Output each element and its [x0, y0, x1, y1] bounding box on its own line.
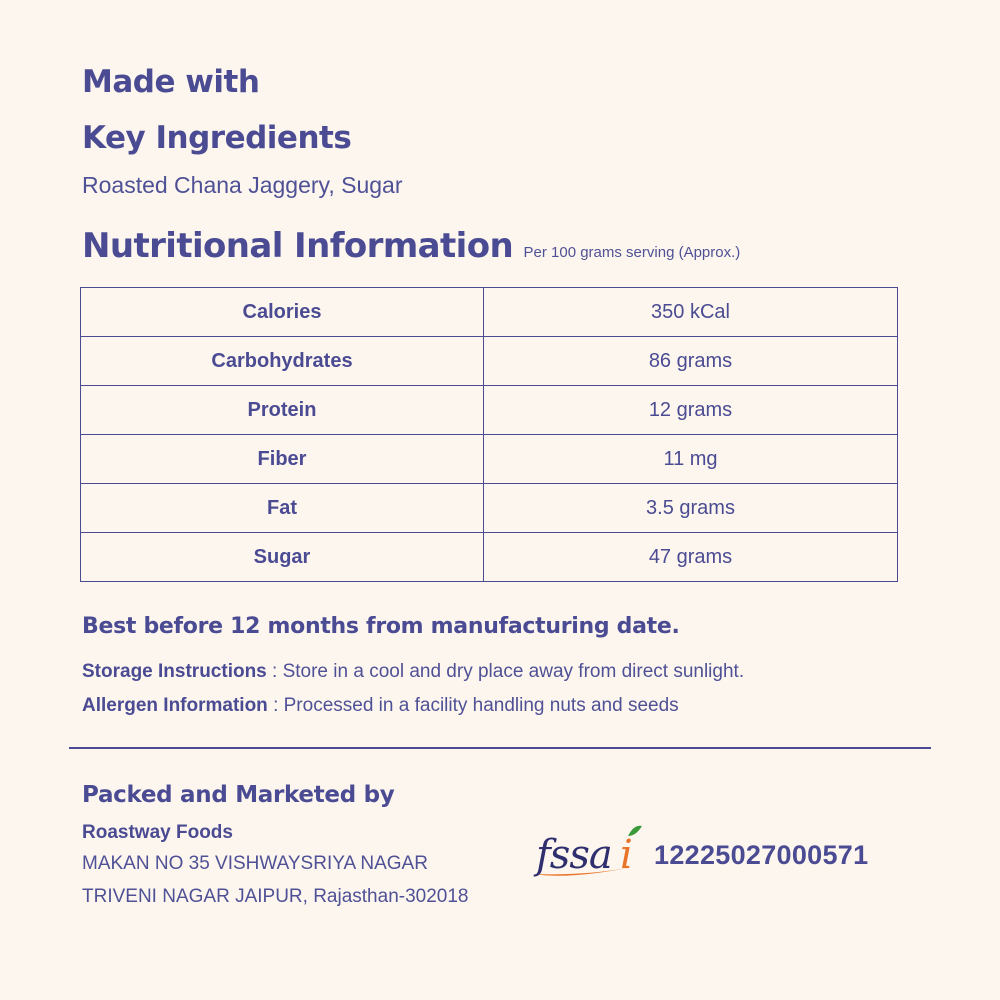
address-line-2: TRIVENI NAGAR JAIPUR, Rajasthan-302018: [82, 886, 469, 907]
svg-text:fssa: fssa: [536, 832, 612, 878]
storage-text: : Store in a cool and dry place away from direct sunlight.: [266, 661, 745, 682]
storage-instructions: [82, 661, 744, 683]
table-row: [81, 288, 898, 337]
allergen-label: Allergen Information: [82, 695, 268, 716]
nutrient-name: Calories: [81, 288, 484, 337]
table-row: [81, 337, 898, 386]
storage-label: Storage Instructions: [82, 661, 267, 682]
table-row: [81, 386, 898, 435]
nutrition-title: Nutritional Information: [82, 226, 514, 266]
nutrition-subtitle: Per 100 grams serving (Approx.): [523, 244, 741, 261]
table-row: [81, 533, 898, 582]
table-row: [81, 484, 898, 533]
fssai-logo-icon: [530, 822, 645, 884]
heading-key-ingredients: Key Ingredients: [82, 120, 352, 156]
fssai-license-number: 12225027000571: [654, 840, 869, 870]
nutrient-value: 12 grams: [484, 386, 898, 435]
allergen-text: : Processed in a facility handling nuts and seeds: [267, 695, 679, 716]
nutrition-heading: [82, 226, 740, 266]
nutrient-name: Fiber: [81, 435, 484, 484]
company-name: Roastway Foods: [82, 822, 233, 843]
nutrient-name: Protein: [81, 386, 484, 435]
nutrient-value: 3.5 grams: [484, 484, 898, 533]
table-row: [81, 435, 898, 484]
nutrition-table: [80, 287, 898, 582]
allergen-information: [82, 695, 679, 717]
nutrient-value: 86 grams: [484, 337, 898, 386]
nutrient-name: Sugar: [81, 533, 484, 582]
svg-text:i: i: [620, 832, 633, 878]
nutrient-value: 350 kCal: [484, 288, 898, 337]
ingredients-text: Roasted Chana Jaggery, Sugar: [82, 172, 403, 198]
packed-title: Packed and Marketed by: [82, 782, 395, 808]
best-before-text: Best before 12 months from manufacturing date.: [82, 614, 680, 639]
nutrient-name: Carbohydrates: [81, 337, 484, 386]
nutrient-name: Fat: [81, 484, 484, 533]
nutrient-value: 11 mg: [484, 435, 898, 484]
heading-made-with: Made with: [82, 64, 260, 100]
nutrient-value: 47 grams: [484, 533, 898, 582]
section-divider: [69, 747, 931, 749]
address-line-1: MAKAN NO 35 VISHWAYSRIYA NAGAR: [82, 853, 428, 874]
